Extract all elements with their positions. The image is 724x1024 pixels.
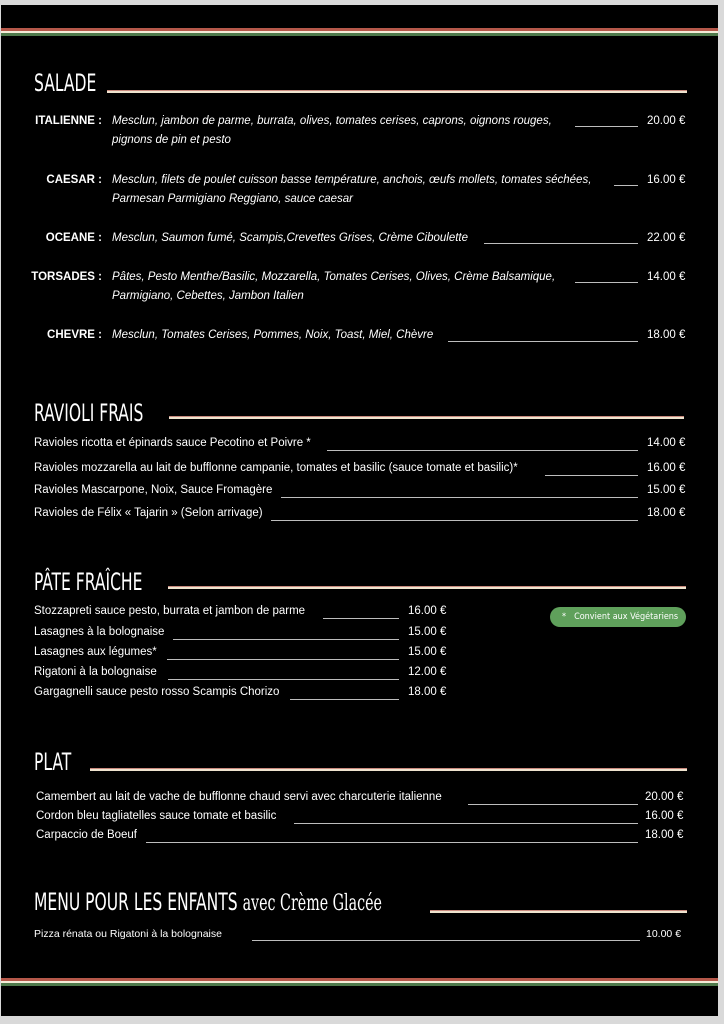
pate-item-price: 16.00 € (408, 605, 447, 617)
section-title-enfants (34, 888, 382, 916)
item-price: 22.00 € (647, 232, 686, 244)
item-name: CHEVRE : (47, 329, 102, 341)
item-name: ITALIENNE : (35, 115, 102, 127)
ravioli-item-price: 16.00 € (647, 462, 686, 474)
ravioli-item-name: Ravioles mozzarella au lait de bufflonne campanie, tomates et basilic (sauce tomate et basilic)* (34, 462, 518, 474)
plat-item-price: 16.00 € (645, 810, 684, 822)
dot-leader (167, 659, 399, 660)
pate-item-price: 15.00 € (408, 646, 447, 658)
vegetarian-badge-label: Convient aux Végétariens (574, 612, 679, 622)
menu-page (1, 5, 718, 1016)
item-price: 16.00 € (647, 174, 686, 186)
item-description-line2: Parmesan Parmigiano Reggiano, sauce caesar (112, 193, 353, 205)
dot-leader (146, 842, 638, 843)
plat-item-price: 20.00 € (645, 791, 684, 803)
section-title-pate: PÂTE FRAÎCHE (34, 568, 143, 596)
item-description-line1: Mesclun, Tomates Cerises, Pommes, Noix, Toast, Miel, Chèvre (112, 329, 434, 341)
tricolor-stripe-bottom (1, 978, 718, 986)
section-title-ravioli: RAVIOLI FRAIS (34, 399, 144, 427)
section-rule-salade (107, 90, 687, 93)
item-price: 18.00 € (647, 329, 686, 341)
section-rule-ravioli (169, 416, 684, 419)
dot-leader (271, 520, 638, 521)
pate-item-name: Lasagnes à la bolognaise (34, 626, 165, 638)
dot-leader (294, 823, 638, 824)
item-description-line2: Parmigiano, Cebettes, Jambon Italien (112, 290, 304, 302)
enfants-item-price: 10.00 € (646, 928, 682, 940)
item-name: TORSADES : (31, 271, 102, 283)
tricolor-stripe-top (1, 28, 718, 36)
section-rule-pate (168, 586, 686, 589)
dot-leader (448, 341, 638, 342)
item-description-line1: Pâtes, Pesto Menthe/Basilic, Mozzarella, Tomates Cerises, Olives, Crème Balsamique, (112, 271, 556, 283)
dot-leader (168, 679, 399, 680)
item-price: 14.00 € (647, 271, 686, 283)
item-description-line1: Mesclun, filets de poulet cuisson basse température, anchois, œufs mollets, tomates séchées, (112, 174, 592, 186)
pate-item-name: Rigatoni à la bolognaise (34, 666, 157, 678)
plat-item-name: Camembert au lait de vache de bufflonne chaud servi avec charcuterie italienne (36, 791, 442, 803)
item-name: CAESAR : (46, 174, 102, 186)
plat-item-name: Cordon bleu tagliatelles sauce tomate et basilic (36, 810, 277, 822)
item-description-line2: pignons de pin et pesto (112, 134, 231, 146)
plat-item-price: 18.00 € (645, 829, 684, 841)
dot-leader (323, 618, 399, 619)
pate-item-name: Lasagnes aux légumes* (34, 646, 157, 658)
vegetarian-badge (550, 607, 686, 627)
ravioli-item-name: Ravioles ricotta et épinards sauce Pecotino et Poivre * (34, 437, 311, 449)
dot-leader (252, 940, 640, 941)
pate-item-price: 18.00 € (408, 686, 447, 698)
pate-item-name: Stozzapreti sauce pesto, burrata et jambon de parme (34, 605, 306, 617)
item-name: OCEANE : (45, 232, 102, 244)
dot-leader (290, 699, 399, 700)
item-description-line1: Mesclun, jambon de parme, burrata, olives, tomates cerises, caprons, oignons rouges, (112, 115, 552, 127)
ravioli-item-price: 18.00 € (647, 507, 686, 519)
ravioli-item-price: 15.00 € (647, 484, 686, 496)
dot-leader (281, 497, 638, 498)
section-rule-enfants (430, 910, 687, 913)
dot-leader (327, 450, 638, 451)
dot-leader (545, 475, 638, 476)
section-title-enfants-suffix: avec Crème Glacée (242, 891, 382, 916)
item-description-line1: Mesclun, Saumon fumé, Scampis,Crevettes Grises, Crème Ciboulette (112, 232, 468, 244)
section-title-plat: PLAT (34, 748, 72, 776)
item-price: 20.00 € (647, 115, 686, 127)
dot-leader (614, 185, 638, 186)
ravioli-item-name: Ravioles Mascarpone, Noix, Sauce Fromagère (34, 484, 273, 496)
section-title-enfants-main: MENU POUR LES ENFANTS (34, 888, 238, 916)
dot-leader (575, 126, 638, 127)
dot-leader (173, 639, 399, 640)
ravioli-item-name: Ravioles de Félix « Tajarin » (Selon arrivage) (34, 507, 263, 519)
pate-item-price: 12.00 € (408, 666, 447, 678)
section-title-salade: SALADE (34, 69, 97, 97)
pate-item-price: 15.00 € (408, 626, 447, 638)
asterisk-icon: * (562, 612, 567, 622)
section-rule-plat (90, 768, 687, 771)
plat-item-name: Carpaccio de Boeuf (36, 829, 138, 841)
dot-leader (484, 243, 638, 244)
pate-item-name: Gargagnelli sauce pesto rosso Scampis Chorizo (34, 686, 280, 698)
dot-leader (468, 804, 638, 805)
dot-leader (575, 282, 638, 283)
ravioli-item-price: 14.00 € (647, 437, 686, 449)
enfants-item-name: Pizza rénata ou Rigatoni à la bolognaise (34, 928, 222, 940)
